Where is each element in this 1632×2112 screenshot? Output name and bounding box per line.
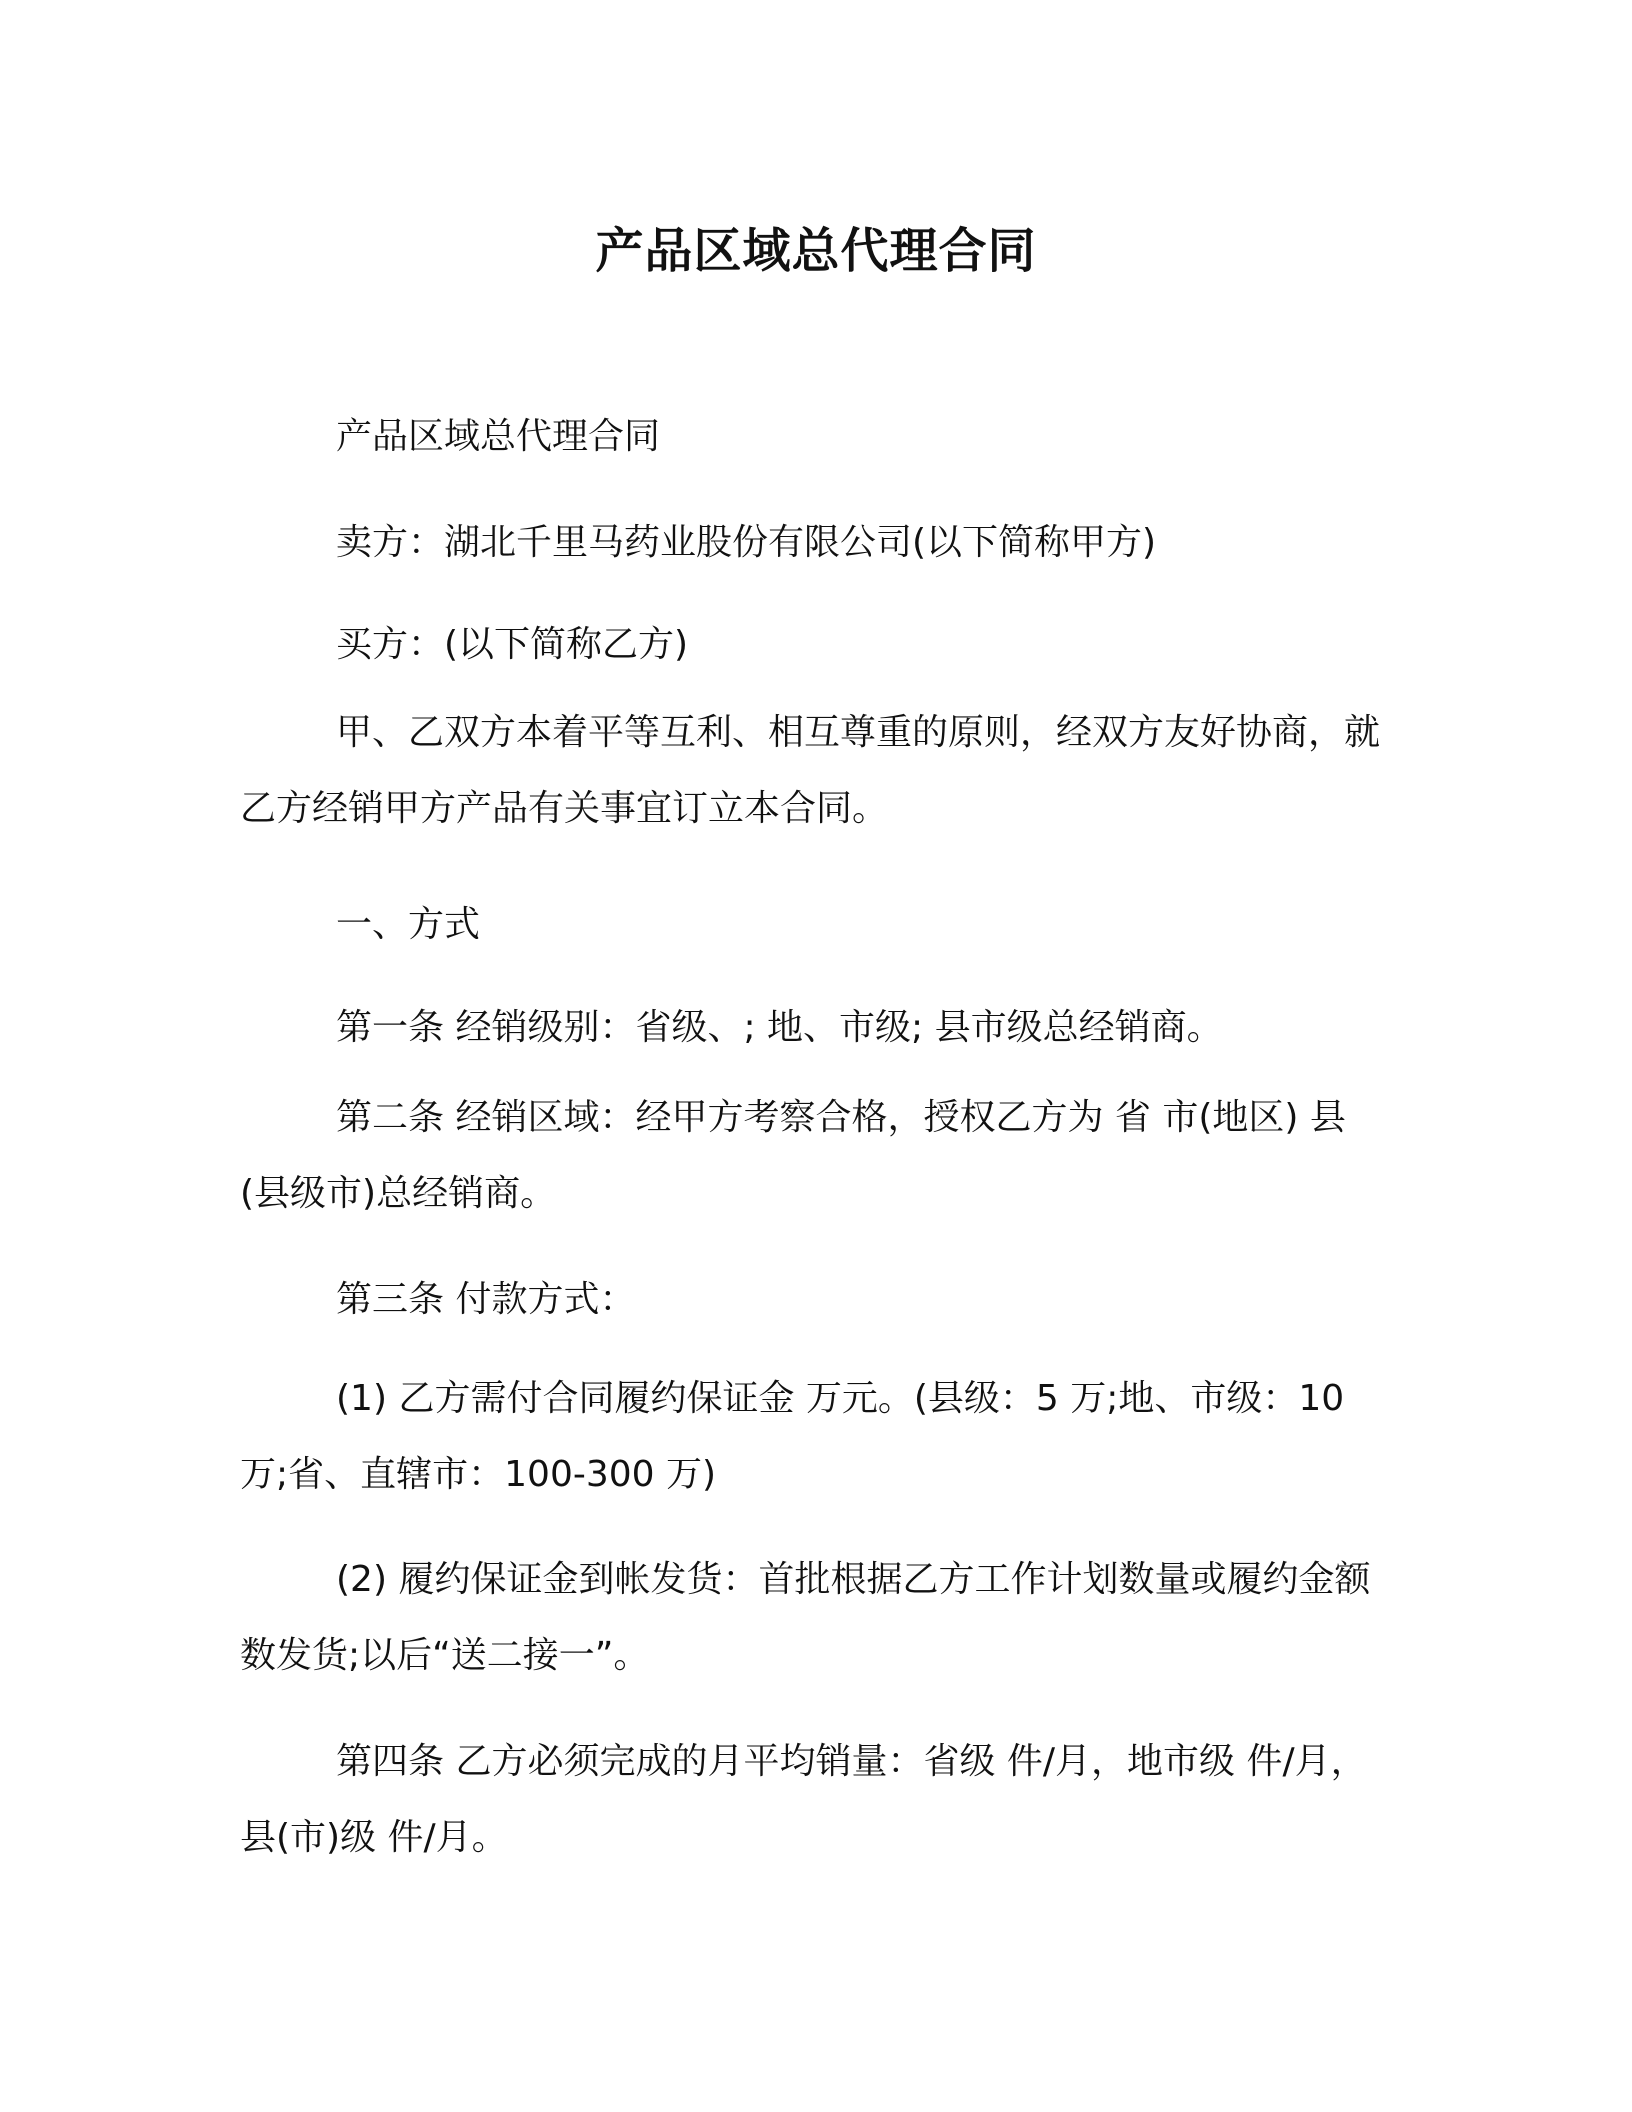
- paragraph-payment-2: (2) 履约保证金到帐发货：首批根据乙方工作计划数量或履约金额数发货;以后“送二接一”。: [240, 1559, 1371, 1676]
- paragraph-payment-1: (1) 乙方需付合同履约保证金 万元。(县级：5 万;地、市级：10 万;省、直辖市：100-300 万): [240, 1378, 1345, 1495]
- document-title: 产品区域总代理合同: [595, 223, 1037, 279]
- paragraph-seller: 卖方：湖北千里马药业股份有限公司(以下简称甲方): [336, 522, 1157, 563]
- paragraph-buyer: 买方：(以下简称乙方): [336, 624, 689, 665]
- paragraph-article-4: 第四条 乙方必须完成的月平均销量：省级 件/月，地市级 件/月，县(市)级 件/月。: [240, 1741, 1367, 1858]
- paragraph-article-3: 第三条 付款方式：: [336, 1279, 636, 1320]
- paragraph-article-2: 第二条 经销区域：经甲方考察合格，授权乙方为 省 市(地区) 县(县级市)总经销商。: [240, 1097, 1346, 1214]
- paragraph-preamble: 甲、乙双方本着平等互利、相互尊重的原则，经双方友好协商，就乙方经销甲方产品有关事宜订立本合同。: [240, 712, 1381, 829]
- paragraph-article-1: 第一条 经销级别：省级、; 地、市级; 县市级总经销商。: [336, 1007, 1223, 1048]
- paragraph-section-1: 一、方式: [336, 904, 481, 945]
- paragraph-subtitle: 产品区域总代理合同: [336, 416, 661, 457]
